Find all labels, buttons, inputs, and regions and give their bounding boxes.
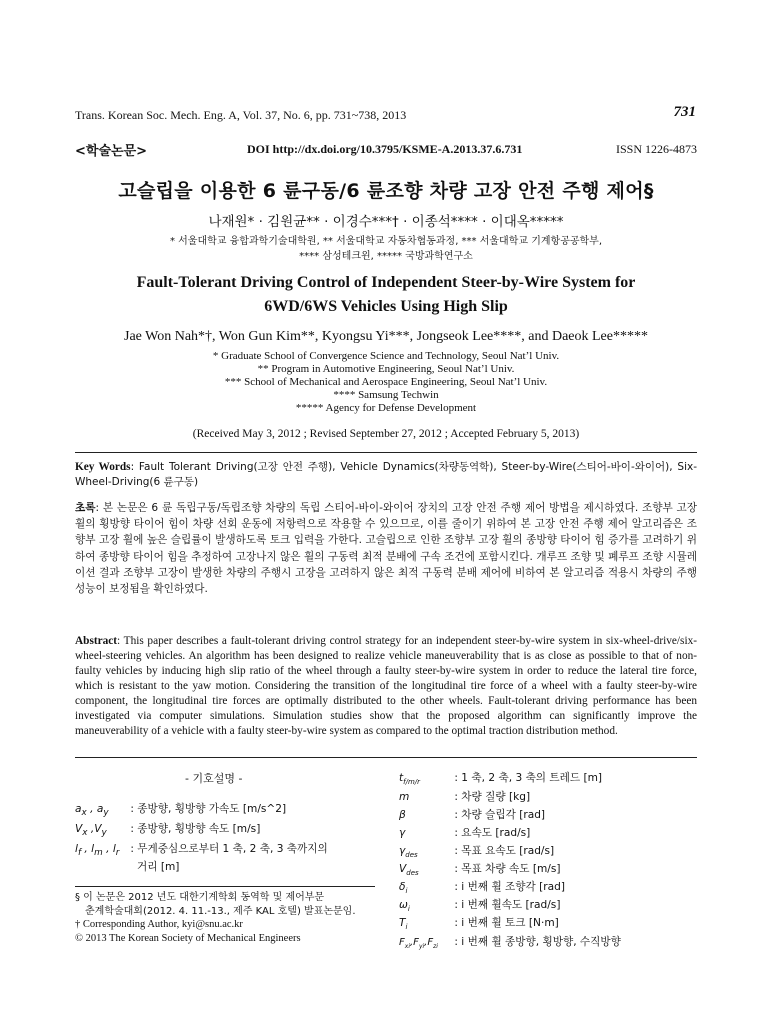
nomenclature-left-1 [75, 801, 286, 821]
nomenclature-right-4 [399, 825, 530, 841]
nomenclature-right-1 [399, 770, 602, 790]
desc-desired-speed: : 목표 차량 속도 [m/s] [454, 863, 561, 875]
page-number: 731 [673, 104, 696, 120]
keywords [75, 460, 697, 490]
keywords-label: Key Words [75, 461, 131, 473]
affiliation-3: *** School of Mechanical and Aerospace Engineering, Seoul Nat’l Univ. [224, 376, 548, 388]
desc-velocity: : 종방향, 횡방향 속도 [m/s] [130, 823, 261, 835]
nomenclature-heading: - 기호설명 - [185, 772, 243, 785]
symbol-l: $l_f$ , $l_m$ , $l_r$ [75, 843, 120, 859]
issn: ISSN 1226-4873 [615, 142, 697, 156]
received-dates: (Received May 3, 2012 ; Revised September 27, 2012 ; Accepted February 5, 2013) [192, 428, 580, 440]
nomenclature-left-3 [75, 841, 328, 861]
abstract-english-label: Abstract [75, 635, 118, 647]
abstract-english-text: : This paper describes a fault-tolerant driving control strategy for an independent steer-by-wire system in six-wheel-drive/six-wheel-steering vehicles. An algorithm has been designed to realize vehicle maneuverability that is as close as possible to that of non-faulty vehicles by inducing high slip ratio of the wheel through a faulty steer-by-wire system in order to reduce the lateral tire force, which is resistant to the yaw motion. Considering the transition of the longitudinal tire force of a wheel with a faulty steer-by-wire component, the longitudinal tire forces are optimally distributed to the other wheels. Fault-tolerant driving performance has been investigated via computer simulations. Simulation studies show that the proposed algorithm can significantly improve the maneuverability of a vehicle with a faulty steer-by-wire system as compared to the optimal traction distribution method. [75, 635, 697, 737]
title-english-line1: Fault-Tolerant Driving Control of Independent Steer-by-Wire System for [136, 274, 636, 291]
authors-korean: 나재원* · 김원균** · 이경수***† · 이종석**** · 이대옥***** [208, 214, 564, 230]
nomenclature-right-10 [399, 934, 621, 955]
symbol-delta: $\delta_i$ [399, 881, 408, 896]
affiliations-korean-line2: **** 삼성테크윈, ***** 국방과학연구소 [299, 251, 473, 262]
title-korean: 고슬립을 이용한 6 륜구동/6 륜조향 차량 고장 안전 주행 제어§ [118, 180, 654, 202]
divider-top [75, 452, 697, 453]
footnotes [75, 891, 356, 918]
affiliation-1: * Graduate School of Convergence Science and Technology, Seoul Nat’l Univ. [212, 350, 560, 362]
desc-slip-angle: : 차량 슬립각 [rad] [454, 809, 546, 821]
nomenclature-left-2 [75, 821, 260, 841]
copyright: © 2013 The Korean Society of Mechanical Engineers [75, 932, 301, 944]
divider-bottom [75, 757, 697, 758]
symbol-force: $F_{xi},F_{yi},F_{zi}$ [399, 937, 438, 950]
symbol-v-des: $V_{des}$ [399, 863, 419, 878]
nomenclature-right-3 [399, 807, 545, 823]
desc-yaw-rate: : 요속도 [rad/s] [454, 827, 531, 839]
footnotes-en [75, 918, 301, 945]
affiliation-5: ***** Agency for Defense Development [295, 402, 477, 414]
authors-english: Jae Won Nah*†, Won Gun Kim**, Kyongsu Yi***, Jongseok Lee****, and Daeok Lee***** [124, 329, 648, 344]
affiliations-english [60, 350, 712, 415]
desc-steer-angle: : i 번째 휠 조향각 [rad] [454, 881, 565, 893]
desc-desired-yaw-rate: : 목표 요속도 [rad/s] [454, 845, 555, 857]
desc-distance: : 무게중심으로부터 1 축, 2 축, 3 축까지의 [130, 843, 328, 855]
symbol-omega: $\omega_i$ [399, 899, 410, 914]
nomenclature-left-4 [137, 859, 179, 875]
symbol-v: $V_x$ $,V_y$ [75, 823, 107, 839]
symbol-t: $t_{f/m/r}$ [399, 772, 421, 787]
symbol-gamma: γ [399, 827, 406, 839]
footnote-1: § 이 논문은 2012 년도 대한기계학회 동역학 및 제어부문 [75, 892, 325, 903]
abstract-english [75, 634, 697, 739]
doi-link[interactable]: DOI http://dx.doi.org/10.3795/KSME-A.2013.37.6.731 [247, 142, 523, 156]
symbol-beta: β [399, 809, 406, 821]
nomenclature-right-2 [399, 789, 530, 805]
symbol-gamma-des: $\gamma_{des}$ [399, 845, 418, 860]
abstract-korean-text: : 본 논문은 6 륜 독립구동/독립조향 차량의 독립 스티어-바이-와이어 장치의 고장 안전 주행 제어 방법을 제시하였다. 조향부 고장 휠의 횡방향 타이어 힘이 차량 선회 운동에 저항력으로 작용할 수 있으므로, 이를 줄이기 위하여 본 고장 안전 주행 제어 알고리즘은 조향부 고장 휠에 높은 슬립률이 발생하도록 토크 입력을 가한다. 고슬립으로 인한 조향부 고장 휠의 종방향 타이어 힘 증가를 고려하기 위하여 종방향 타이어 힘을 추정하여 고장나지 않은 휠의 구동력 최적 분배에 구속 조건에 포함시킨다. 개루프 조향 및 폐루프 조향 시뮬레이션 결과 조향부 고장이 발생한 차량의 주행시 고장을 고려하지 않은 최적 구동력 분배 제어에 비하여 본 알고리즘 적용시 차량의 주행 성능이 보정됨을 확인하였다. [75, 502, 697, 596]
symbol-a: $a_x$ , $a_y$ [75, 803, 109, 819]
article-category: <학술논문> [75, 144, 148, 159]
desc-distance-unit: 거리 [m] [137, 861, 180, 873]
footnote-divider [75, 886, 375, 887]
corresponding-author: † Corresponding Author, kyi@snu.ac.kr [75, 919, 243, 930]
symbol-m: m [399, 791, 410, 803]
abstract-korean [75, 500, 697, 597]
affiliations-korean-line1: * 서울대학교 융합과학기술대학원, ** 서울대학교 자동차협동과정, *** 서울대학교 기계항공공학부, [169, 236, 603, 247]
nomenclature-right-9 [399, 915, 559, 935]
affiliation-4: **** Samsung Techwin [333, 389, 439, 401]
keywords-text: : Fault Tolerant Driving(고장 안전 주행), Vehicle Dynamics(차량동역학), Steer-by-Wire(스티어-바이-와이어), Six-Wheel-Driving(6 륜구동) [75, 461, 698, 488]
footnote-2: 춘계학술대회(2012. 4. 11.-13., 제주 KAL 호텔) 발표논문임. [85, 905, 356, 917]
desc-acceleration: : 종방향, 횡방향 가속도 [m/s^2] [130, 803, 287, 815]
abstract-korean-label: 초록 [75, 502, 96, 514]
affiliation-2: ** Program in Automotive Engineering, Seoul Nat’l Univ. [257, 363, 515, 375]
desc-wheel-speed: : i 번째 휠속도 [rad/s] [454, 899, 561, 911]
title-english-line2: 6WD/6WS Vehicles Using High Slip [264, 298, 508, 315]
symbol-torque: $T_i$ [399, 917, 408, 932]
desc-tread: : 1 축, 2 축, 3 축의 트레드 [m] [454, 772, 603, 784]
desc-wheel-forces: : i 번째 휠 종방향, 횡방향, 수직방향 [454, 936, 621, 948]
desc-mass: : 차량 질량 [kg] [454, 791, 531, 803]
journal-citation: Trans. Korean Soc. Mech. Eng. A, Vol. 37, No. 6, pp. 731~738, 2013 [75, 108, 407, 122]
desc-wheel-torque: : i 번째 휠 토크 [N·m] [454, 917, 559, 929]
